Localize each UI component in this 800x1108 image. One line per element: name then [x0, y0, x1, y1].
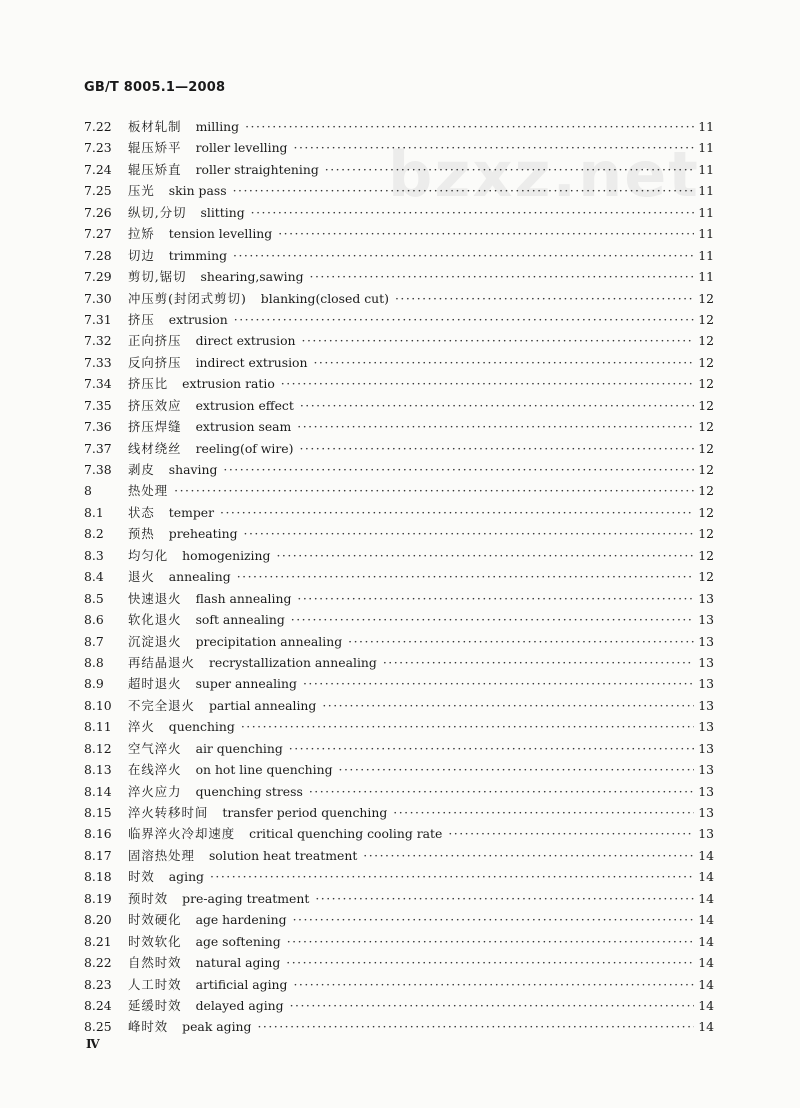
toc-dot-leader [293, 977, 694, 992]
toc-entry[interactable] [84, 203, 714, 224]
toc-entry-chinese-title: 热处理 [128, 483, 169, 499]
toc-entry-number: 7.22 [84, 119, 112, 134]
toc-entry-chinese-title: 超时退火 [128, 676, 182, 692]
toc-entry-chinese-title: 时效硬化 [128, 912, 182, 928]
toc-entry-english-title: age softening [195, 933, 281, 949]
toc-dot-leader [294, 140, 695, 155]
toc-entry-page: 13 [698, 590, 714, 606]
toc-entry-page: 13 [698, 783, 714, 799]
toc-entry-number: 8.6 [84, 612, 104, 628]
toc-entry-english-title: extrusion effect [195, 397, 294, 413]
toc-entry-english-title: soft annealing [195, 612, 285, 628]
toc-dot-leader [300, 398, 694, 413]
toc-entry-number: 8.25 [84, 1019, 112, 1035]
toc-entry-number: 7.28 [84, 247, 112, 263]
toc-entry-english-title: flash annealing [195, 590, 292, 606]
toc-entry-chinese-title: 不完全退火 [128, 697, 195, 713]
toc-entry-page: 12 [698, 483, 714, 499]
toc-entry-number: 8.4 [84, 569, 104, 585]
toc-entry-number: 7.25 [84, 183, 112, 199]
toc-entry-chinese-title: 沉淀退火 [128, 633, 182, 649]
toc-entry-english-title: milling [195, 119, 240, 134]
toc-dot-leader [237, 569, 694, 584]
toc-entry-chinese-title: 均匀化 [128, 547, 169, 563]
toc-entry-page: 14 [698, 869, 714, 885]
toc-entry-english-title: annealing [168, 569, 231, 585]
toc-entry-page: 13 [698, 805, 714, 820]
toc-entry-english-title: quenching [168, 719, 235, 735]
document-id-header: GB/T 8005.1—2008 [84, 80, 226, 95]
toc-entry-english-title: recrystallization annealing [208, 654, 377, 670]
toc-entry-english-title: natural aging [195, 955, 281, 971]
toc-dot-leader [310, 269, 694, 284]
toc-entry-number: 8.15 [84, 805, 112, 820]
toc-entry-english-title: air quenching [195, 740, 283, 756]
toc-entry[interactable] [84, 310, 714, 331]
toc-dot-leader [233, 248, 694, 263]
toc-entry-english-title: partial annealing [208, 697, 317, 713]
toc-entry-page: 11 [698, 161, 714, 177]
toc-entry[interactable] [84, 331, 714, 352]
toc-entry-page: 14 [698, 890, 714, 906]
toc-entry[interactable] [84, 589, 714, 610]
toc-entry-number: 8.18 [84, 869, 112, 885]
toc-entry-page: 14 [698, 912, 714, 928]
toc-entry-english-title: indirect extrusion [195, 354, 308, 370]
toc-entry-page: 11 [698, 140, 714, 156]
toc-entry-chinese-title: 压光 [128, 183, 155, 199]
toc-dot-leader [220, 505, 694, 520]
toc-entry-english-title: extrusion ratio [182, 376, 275, 392]
toc-entry[interactable] [84, 224, 714, 245]
toc-entry-number: 8.12 [84, 740, 112, 756]
toc-entry-chinese-title: 人工时效 [128, 976, 182, 992]
toc-entry-english-title: quenching stress [195, 783, 303, 799]
toc-entry-english-title: extrusion [168, 311, 228, 327]
toc-dot-leader [223, 462, 694, 477]
toc-entry-chinese-title: 剪切,锯切 [128, 269, 187, 285]
toc-entry-number: 7.37 [84, 440, 112, 456]
toc-entry-english-title: aging [168, 869, 204, 885]
toc-entry-chinese-title: 峰时效 [128, 1019, 169, 1035]
toc-entry-number: 8.1 [84, 504, 104, 520]
toc-dot-leader [241, 719, 694, 734]
toc-dot-leader [278, 226, 694, 241]
toc-entry[interactable] [84, 975, 714, 996]
toc-entry-chinese-title: 反向挤压 [128, 354, 182, 370]
toc-dot-leader [257, 1019, 694, 1034]
toc-entry-page: 14 [698, 1019, 714, 1035]
toc-entry-english-title: trimming [168, 247, 228, 263]
toc-entry-number: 7.27 [84, 226, 112, 242]
toc-entry-english-title: super annealing [195, 676, 297, 692]
toc-entry[interactable] [84, 353, 714, 374]
toc-dot-leader [233, 183, 694, 198]
toc-entry-chinese-title: 挤压焊缝 [128, 419, 182, 435]
toc-entry-chinese-title: 剥皮 [128, 462, 155, 477]
toc-entry-chinese-title: 临界淬火冷却速度 [128, 826, 236, 842]
toc-dot-leader [448, 826, 694, 841]
toc-entry-chinese-title: 正向挤压 [128, 333, 182, 349]
toc-entry-english-title: blanking(closed cut) [260, 290, 389, 306]
toc-entry-number: 8.19 [84, 890, 112, 906]
toc-entry-page: 13 [698, 612, 714, 628]
toc-entry-number: 7.29 [84, 269, 112, 285]
toc-dot-leader [276, 548, 694, 563]
toc-entry[interactable] [84, 267, 714, 288]
toc-entry-page: 12 [698, 569, 714, 585]
toc-entry[interactable] [84, 117, 714, 138]
toc-dot-leader [339, 762, 695, 777]
toc-entry-number: 7.36 [84, 419, 112, 435]
toc-dot-leader [393, 805, 694, 820]
toc-entry-page: 13 [698, 826, 714, 842]
toc-entry[interactable] [84, 953, 714, 974]
toc-entry[interactable] [84, 674, 714, 695]
toc-entry-number: 7.26 [84, 204, 112, 220]
toc-entry-chinese-title: 纵切,分切 [128, 204, 187, 220]
toc-entry-english-title: shaving [168, 462, 218, 477]
toc-dot-leader [383, 655, 694, 670]
toc-entry-number: 7.38 [84, 462, 112, 477]
toc-entry-page: 11 [698, 226, 714, 242]
toc-entry-english-title: solution heat treatment [208, 847, 358, 863]
toc-entry-chinese-title: 挤压效应 [128, 397, 182, 413]
toc-entry[interactable] [84, 696, 714, 717]
toc-dot-leader [299, 441, 694, 456]
toc-entry[interactable] [84, 481, 714, 502]
toc-entry-number: 8.23 [84, 976, 112, 992]
toc-entry-number: 7.35 [84, 397, 112, 413]
toc-entry-page: 13 [698, 697, 714, 713]
toc-entry[interactable] [84, 717, 714, 738]
toc-entry-number: 7.24 [84, 161, 112, 177]
toc-entry-page: 13 [698, 762, 714, 778]
toc-dot-leader [302, 333, 694, 348]
toc-dot-leader [281, 376, 694, 391]
toc-entry-page: 12 [698, 526, 714, 542]
toc-entry-chinese-title: 板材轧制 [128, 119, 182, 134]
toc-entry-english-title: extrusion seam [195, 419, 292, 435]
toc-entry-page: 13 [698, 740, 714, 756]
toc-entry[interactable] [84, 653, 714, 674]
toc-entry-english-title: shearing,sawing [200, 269, 304, 285]
toc-dot-leader [395, 291, 694, 306]
toc-entry[interactable] [84, 460, 714, 481]
toc-entry-chinese-title: 状态 [128, 504, 155, 520]
toc-entry-english-title: artificial aging [195, 976, 288, 992]
toc-entry[interactable] [84, 503, 714, 524]
toc-dot-leader [348, 634, 694, 649]
toc-dot-leader [293, 912, 694, 927]
toc-entry-page: 11 [698, 247, 714, 263]
toc-entry-chinese-title: 自然时效 [128, 955, 182, 971]
toc-entry-english-title: preheating [168, 526, 238, 542]
toc-entry-english-title: roller straightening [195, 161, 319, 177]
toc-entry-english-title: homogenizing [182, 547, 271, 563]
toc-entry-chinese-title: 挤压 [128, 311, 155, 327]
toc-entry-number: 8.11 [84, 719, 112, 735]
toc-dot-leader [244, 526, 694, 541]
toc-entry[interactable] [84, 996, 714, 1017]
toc-entry-chinese-title: 预时效 [128, 890, 169, 906]
toc-entry-page: 12 [698, 504, 714, 520]
toc-entry[interactable] [84, 889, 714, 910]
toc-entry[interactable] [84, 803, 714, 824]
toc-entry-chinese-title: 切边 [128, 247, 155, 263]
toc-dot-leader [245, 119, 694, 134]
toc-entry[interactable] [84, 546, 714, 567]
toc-entry-chinese-title: 辊压矫平 [128, 140, 182, 156]
toc-entry-number: 7.23 [84, 140, 112, 156]
toc-entry-page: 14 [698, 976, 714, 992]
toc-entry-number: 8.10 [84, 697, 112, 713]
toc-entry[interactable] [84, 417, 714, 438]
toc-dot-leader [303, 676, 694, 691]
toc-entry-english-title: tension levelling [168, 226, 273, 242]
toc-entry[interactable] [84, 567, 714, 588]
toc-entry-english-title: skin pass [168, 183, 227, 199]
toc-entry-chinese-title: 空气淬火 [128, 740, 182, 756]
toc-entry-number: 8.17 [84, 847, 112, 863]
toc-entry[interactable] [84, 632, 714, 653]
toc-entry-page: 14 [698, 997, 714, 1013]
toc-entry-page: 11 [698, 183, 714, 199]
toc-entry-number: 7.31 [84, 311, 112, 327]
toc-entry-page: 12 [698, 547, 714, 563]
toc-entry[interactable] [84, 824, 714, 845]
toc-entry[interactable] [84, 932, 714, 953]
toc-entry[interactable] [84, 739, 714, 760]
toc-entry-page: 12 [698, 376, 714, 392]
toc-entry-chinese-title: 辊压矫直 [128, 161, 182, 177]
toc-entry-number: 8.21 [84, 933, 112, 949]
toc-entry-page: 14 [698, 933, 714, 949]
toc-entry-page: 14 [698, 847, 714, 863]
toc-entry-number: 7.33 [84, 354, 112, 370]
toc-entry-english-title: age hardening [195, 912, 287, 928]
toc-entry-number: 8.20 [84, 912, 112, 928]
toc-entry-english-title: temper [168, 504, 215, 520]
toc-entry[interactable] [84, 760, 714, 781]
toc-entry-english-title: transfer period quenching [222, 805, 388, 820]
toc-dot-leader [325, 162, 694, 177]
toc-entry-page: 13 [698, 719, 714, 735]
toc-dot-leader [287, 934, 694, 949]
toc-entry-number: 8.9 [84, 676, 104, 692]
toc-entry-english-title: reeling(of wire) [195, 440, 294, 456]
toc-entry-english-title: pre-aging treatment [182, 890, 310, 906]
toc-entry[interactable] [84, 289, 714, 310]
toc-entry-chinese-title: 淬火应力 [128, 783, 182, 799]
toc-entry-page: 13 [698, 654, 714, 670]
toc-entry-number: 8.8 [84, 654, 104, 670]
toc-entry[interactable] [84, 246, 714, 267]
toc-entry-english-title: on hot line quenching [195, 762, 333, 778]
toc-entry-page: 13 [698, 633, 714, 649]
toc-dot-leader [251, 205, 694, 220]
toc-dot-leader [210, 869, 694, 884]
toc-entry-number: 8.5 [84, 590, 104, 606]
toc-entry-page: 12 [698, 311, 714, 327]
toc-dot-leader [291, 612, 694, 627]
toc-entry-english-title: peak aging [182, 1019, 252, 1035]
toc-entry-english-title: precipitation annealing [195, 633, 343, 649]
table-of-contents [84, 117, 714, 1039]
toc-entry-page: 11 [698, 204, 714, 220]
toc-entry[interactable] [84, 524, 714, 545]
toc-entry-page: 12 [698, 333, 714, 349]
toc-entry-number: 8.16 [84, 826, 112, 842]
toc-entry-chinese-title: 在线淬火 [128, 762, 182, 778]
toc-entry-number: 8.22 [84, 955, 112, 971]
toc-entry-chinese-title: 冲压剪(封闭式剪切) [128, 290, 247, 306]
toc-entry-chinese-title: 预热 [128, 526, 155, 542]
toc-entry-chinese-title: 延缓时效 [128, 997, 182, 1013]
toc-entry-number: 8.13 [84, 762, 112, 778]
toc-entry-page: 12 [698, 440, 714, 456]
toc-entry-number: 8.7 [84, 633, 104, 649]
page-number-footer: Ⅳ [86, 1037, 100, 1051]
toc-entry-number: 7.32 [84, 333, 112, 349]
toc-entry-chinese-title: 快速退火 [128, 590, 182, 606]
toc-dot-leader [322, 698, 694, 713]
toc-entry-english-title: delayed aging [195, 997, 284, 1013]
toc-entry-number: 8.14 [84, 783, 112, 799]
toc-dot-leader [234, 312, 694, 327]
toc-entry-page: 12 [698, 419, 714, 435]
toc-dot-leader [286, 955, 694, 970]
toc-entry[interactable] [84, 439, 714, 460]
toc-entry-chinese-title: 退火 [128, 569, 155, 585]
toc-entry-page: 11 [698, 119, 714, 134]
toc-entry-chinese-title: 线材绕丝 [128, 440, 182, 456]
toc-entry-page: 12 [698, 462, 714, 477]
toc-entry[interactable] [84, 1017, 714, 1038]
toc-entry-chinese-title: 时效软化 [128, 933, 182, 949]
toc-entry[interactable] [84, 782, 714, 803]
toc-dot-leader [290, 998, 694, 1013]
toc-entry[interactable] [84, 181, 714, 202]
toc-entry-chinese-title: 淬火转移时间 [128, 805, 209, 820]
toc-entry[interactable] [84, 160, 714, 181]
toc-entry-page: 13 [698, 676, 714, 692]
toc-dot-leader [297, 419, 694, 434]
toc-entry-english-title: direct extrusion [195, 333, 296, 349]
toc-entry-chinese-title: 时效 [128, 869, 155, 885]
toc-entry-number: 7.30 [84, 290, 112, 306]
toc-entry-number: 8.24 [84, 997, 112, 1013]
toc-dot-leader [297, 591, 694, 606]
toc-dot-leader [174, 483, 694, 498]
toc-entry[interactable] [84, 396, 714, 417]
toc-dot-leader [289, 741, 694, 756]
toc-dot-leader [363, 848, 694, 863]
toc-entry-chinese-title: 淬火 [128, 719, 155, 735]
toc-entry-chinese-title: 固溶热处理 [128, 847, 195, 863]
toc-dot-leader [313, 355, 694, 370]
toc-entry-number: 7.34 [84, 376, 112, 392]
toc-entry-page: 12 [698, 354, 714, 370]
toc-entry-chinese-title: 软化退火 [128, 612, 182, 628]
toc-dot-leader [315, 891, 694, 906]
toc-entry[interactable] [84, 138, 714, 159]
toc-entry-chinese-title: 再结晶退火 [128, 654, 195, 670]
toc-entry-english-title: slitting [200, 204, 245, 220]
toc-entry-page: 14 [698, 955, 714, 971]
toc-entry-page: 12 [698, 290, 714, 306]
toc-entry[interactable] [84, 846, 714, 867]
watermark-logo: bzxz.net [388, 138, 700, 211]
toc-entry-number: 8.2 [84, 526, 104, 542]
toc-entry[interactable] [84, 374, 714, 395]
toc-entry-number: 8.3 [84, 547, 104, 563]
toc-entry-chinese-title: 挤压比 [128, 376, 169, 392]
toc-entry-page: 12 [698, 397, 714, 413]
toc-entry-number: 8 [84, 483, 92, 499]
toc-entry-page: 11 [698, 269, 714, 285]
toc-entry[interactable] [84, 867, 714, 888]
toc-entry-english-title: critical quenching cooling rate [249, 826, 443, 842]
toc-entry-english-title: roller levelling [195, 140, 288, 156]
toc-dot-leader [309, 784, 694, 799]
toc-entry[interactable] [84, 610, 714, 631]
toc-entry-chinese-title: 拉矫 [128, 226, 155, 242]
toc-entry[interactable] [84, 910, 714, 931]
